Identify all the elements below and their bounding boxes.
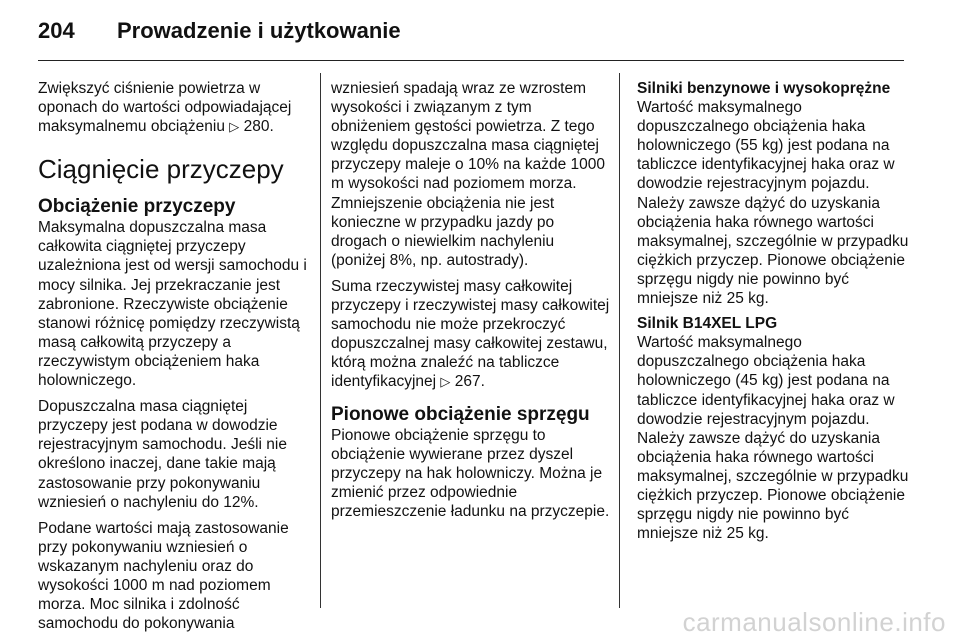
column-divider-2 (619, 73, 620, 608)
page-number: 204 (38, 18, 75, 43)
subheading-trailer-load: Obciążenie przyczepy (38, 196, 236, 218)
paragraph-text: Suma rzeczywistej masy całkowitej przyczepy i rzeczywistej masy całkowitej samochodu nie może przekroczyć dopuszczalnej masy całkowitej zestawu, którą można znaleźć na tabliczce identyfikacyjnej (331, 277, 610, 391)
watermark-logo: carmanualsonline.info (682, 607, 946, 637)
paragraph: Podane wartości mają zastosowanie przy pokonywaniu wzniesień o wskazanym nachyleniu oraz do wysokości 1000 m nad poziomem morza. Moc silnika i zdolność samochodu do pokonywania (38, 519, 289, 633)
subheading-lpg-engine: Silnik B14XEL LPG (637, 315, 778, 333)
header-divider (38, 60, 904, 61)
subheading-petrol-diesel: Silniki benzynowe i wysokoprężne (637, 80, 891, 97)
column-1 (38, 79, 310, 633)
subheading-tongue-load: Pionowe obciążenie sprzęgu (331, 403, 590, 425)
paragraph: Dopuszczalna masa ciągniętej przyczepy jest podana w dowodzie rejestracyjnym samochodu. Jeśli nie określono inaczej, dane takie mają zastosowanie przy pokonywaniu wzniesień o nachyleniu do 12%. (38, 398, 287, 511)
chapter-heading: Ciągnięcie przyczepy (38, 154, 284, 185)
paragraph: Maksymalna dopuszczalna masa całkowita ciągniętej przyczepy uzależniona jest od wersji samochodu i mocy silnika. Jej przekraczanie jest zabronione. Rzeczywiste obciążenie stanowi różnicę pomiędzy rzeczywistą masą całkowitą przyczepy a rzeczywistym obciążeniem haka holowniczego. (38, 219, 307, 390)
column-divider-1 (320, 73, 321, 608)
intro-text: Zwiększyć ciśnienie powietrza w oponach do wartości odpowiadającej maksymalnemu obciążeniu (38, 80, 292, 136)
column-3 (637, 79, 912, 543)
paragraph: Wartość maksymalnego dopuszczalnego obciążenia haka holowniczego (55 kg) jest podana na tabliczce identyfikacyjnej haka oraz w dowodzie rejestracyjnym pojazdu. Należy zawsze dążyć do uzyskania obciążenia haka równego wartości maksymalnej, szczególnie w przypadku ciężkich przyczep. Pionowe obciążenie sprzęgu nigdy nie powinno być mniejsze niż 25 kg. (637, 99, 909, 308)
intro-paragraph (38, 79, 310, 136)
paragraph (331, 277, 611, 392)
page-reference-link[interactable]: 267. (454, 373, 485, 391)
paragraph: Wartość maksymalnego dopuszczalnego obciążenia haka holowniczego (45 kg) jest podana na tabliczce identyfikacyjnej haka oraz w dowodzie rejestracyjnym pojazdu. Należy zawsze dążyć do uzyskania obciążenia haka równego wartości maksymalnej, szczególnie w przypadku ciężkich przyczep. Pionowe obciążenie sprzęgu nigdy nie powinno być mniejsze niż 25 kg. (637, 334, 909, 543)
intro-page-reference[interactable]: 280. (243, 118, 274, 136)
column-2 (331, 79, 611, 521)
section-title: Prowadzenie i użytkowanie (117, 18, 401, 43)
paragraph: Pionowe obciążenie sprzęgu to obciążenie wywierane przez dyszel przyczepy na hak holowniczy. Można je zmienić przez odpowiednie przemieszczenie ładunku na przyczepie. (331, 426, 610, 520)
paragraph: wzniesień spadają wraz ze wzrostem wysokości i związanym z tym obniżeniem gęstości powietrza. Z tego względu dopuszczalna masa ciągniętej przyczepy maleje o 10% na każde 1000 m wysokości nad poziomem morza. Zmniejszenie obciążenia nie jest konieczne w przypadku jazdy po drogach o niewielkim nachyleniu (poniżej 8%, np. autostrady). (331, 80, 605, 269)
page-reference-arrow-icon: ▷ (229, 119, 240, 135)
page-reference-arrow-icon: ▷ (440, 374, 451, 390)
